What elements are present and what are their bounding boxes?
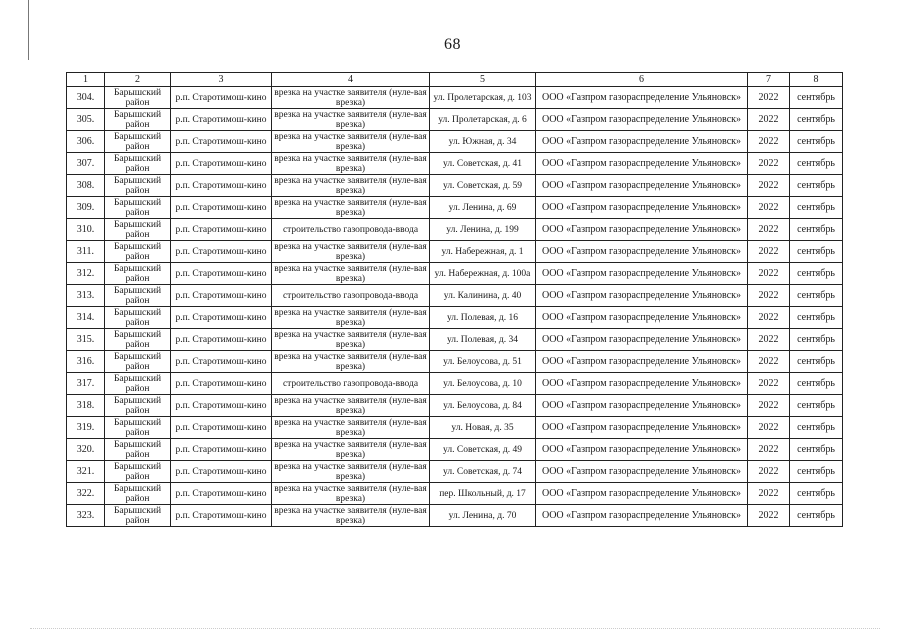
locality-cell: р.п. Старотимош-кино <box>171 329 272 351</box>
month-cell: сентябрь <box>790 329 843 351</box>
year-cell: 2022 <box>748 131 790 153</box>
address-cell: ул. Южная, д. 34 <box>430 131 536 153</box>
table-row <box>67 329 843 351</box>
month-cell: сентябрь <box>790 153 843 175</box>
row-number: 314. <box>67 307 105 329</box>
district-cell: Барышский район <box>105 219 171 241</box>
address-cell: ул. Белоусова, д. 10 <box>430 373 536 395</box>
month-cell: сентябрь <box>790 505 843 527</box>
district-cell: Барышский район <box>105 307 171 329</box>
month-cell: сентябрь <box>790 175 843 197</box>
year-cell: 2022 <box>748 351 790 373</box>
year-cell: 2022 <box>748 285 790 307</box>
table-row <box>67 373 843 395</box>
work-type-cell: врезка на участке заявителя (нуле-вая врезка) <box>272 329 430 351</box>
year-cell: 2022 <box>748 329 790 351</box>
month-cell: сентябрь <box>790 109 843 131</box>
work-type-cell: врезка на участке заявителя (нуле-вая врезка) <box>272 109 430 131</box>
work-type-cell: строительство газопровода-ввода <box>272 373 430 395</box>
month-cell: сентябрь <box>790 241 843 263</box>
organization-cell: ООО «Газпром газораспределение Ульяновск» <box>536 109 748 131</box>
month-cell: сентябрь <box>790 351 843 373</box>
work-type-cell: врезка на участке заявителя (нуле-вая врезка) <box>272 131 430 153</box>
address-cell: ул. Набережная, д. 100а <box>430 263 536 285</box>
district-cell: Барышский район <box>105 329 171 351</box>
row-number: 306. <box>67 131 105 153</box>
district-cell: Барышский район <box>105 109 171 131</box>
table-row <box>67 285 843 307</box>
address-cell: ул. Ленина, д. 70 <box>430 505 536 527</box>
month-cell: сентябрь <box>790 263 843 285</box>
work-type-cell: врезка на участке заявителя (нуле-вая врезка) <box>272 395 430 417</box>
table-row <box>67 395 843 417</box>
year-cell: 2022 <box>748 109 790 131</box>
work-type-cell: врезка на участке заявителя (нуле-вая врезка) <box>272 417 430 439</box>
row-number: 312. <box>67 263 105 285</box>
column-header: 6 <box>536 73 748 87</box>
row-number: 309. <box>67 197 105 219</box>
year-cell: 2022 <box>748 505 790 527</box>
row-number: 319. <box>67 417 105 439</box>
organization-cell: ООО «Газпром газораспределение Ульяновск» <box>536 131 748 153</box>
address-cell: ул. Пролетарская, д. 103 <box>430 87 536 109</box>
district-cell: Барышский район <box>105 241 171 263</box>
locality-cell: р.п. Старотимош-кино <box>171 153 272 175</box>
row-number: 320. <box>67 439 105 461</box>
table-row <box>67 307 843 329</box>
row-number: 310. <box>67 219 105 241</box>
organization-cell: ООО «Газпром газораспределение Ульяновск» <box>536 395 748 417</box>
work-type-cell: врезка на участке заявителя (нуле-вая врезка) <box>272 351 430 373</box>
scan-bottom-artifact <box>30 628 880 630</box>
year-cell: 2022 <box>748 175 790 197</box>
table-row <box>67 109 843 131</box>
organization-cell: ООО «Газпром газораспределение Ульяновск» <box>536 307 748 329</box>
row-number: 316. <box>67 351 105 373</box>
work-type-cell: врезка на участке заявителя (нуле-вая врезка) <box>272 505 430 527</box>
organization-cell: ООО «Газпром газораспределение Ульяновск» <box>536 505 748 527</box>
column-header: 1 <box>67 73 105 87</box>
row-number: 305. <box>67 109 105 131</box>
locality-cell: р.п. Старотимош-кино <box>171 285 272 307</box>
work-type-cell: врезка на участке заявителя (нуле-вая врезка) <box>272 197 430 219</box>
table-row <box>67 351 843 373</box>
address-cell: ул. Ленина, д. 199 <box>430 219 536 241</box>
year-cell: 2022 <box>748 241 790 263</box>
locality-cell: р.п. Старотимош-кино <box>171 417 272 439</box>
column-header: 7 <box>748 73 790 87</box>
district-cell: Барышский район <box>105 175 171 197</box>
address-cell: ул. Советская, д. 49 <box>430 439 536 461</box>
district-cell: Барышский район <box>105 439 171 461</box>
district-cell: Барышский район <box>105 417 171 439</box>
district-cell: Барышский район <box>105 505 171 527</box>
district-cell: Барышский район <box>105 373 171 395</box>
work-type-cell: врезка на участке заявителя (нуле-вая врезка) <box>272 241 430 263</box>
district-cell: Барышский район <box>105 285 171 307</box>
organization-cell: ООО «Газпром газораспределение Ульяновск» <box>536 241 748 263</box>
locality-cell: р.п. Старотимош-кино <box>171 219 272 241</box>
address-cell: ул. Новая, д. 35 <box>430 417 536 439</box>
district-cell: Барышский район <box>105 197 171 219</box>
year-cell: 2022 <box>748 483 790 505</box>
address-cell: ул. Белоусова, д. 84 <box>430 395 536 417</box>
district-cell: Барышский район <box>105 263 171 285</box>
locality-cell: р.п. Старотимош-кино <box>171 351 272 373</box>
table-row <box>67 483 843 505</box>
year-cell: 2022 <box>748 197 790 219</box>
month-cell: сентябрь <box>790 439 843 461</box>
organization-cell: ООО «Газпром газораспределение Ульяновск» <box>536 263 748 285</box>
work-type-cell: врезка на участке заявителя (нуле-вая врезка) <box>272 263 430 285</box>
district-cell: Барышский район <box>105 395 171 417</box>
address-cell: ул. Советская, д. 41 <box>430 153 536 175</box>
table-row <box>67 197 843 219</box>
organization-cell: ООО «Газпром газораспределение Ульяновск» <box>536 417 748 439</box>
month-cell: сентябрь <box>790 219 843 241</box>
year-cell: 2022 <box>748 87 790 109</box>
address-cell: пер. Школьный, д. 17 <box>430 483 536 505</box>
address-cell: ул. Ленина, д. 69 <box>430 197 536 219</box>
month-cell: сентябрь <box>790 131 843 153</box>
organization-cell: ООО «Газпром газораспределение Ульяновск» <box>536 285 748 307</box>
column-header: 5 <box>430 73 536 87</box>
locality-cell: р.п. Старотимош-кино <box>171 109 272 131</box>
row-number: 307. <box>67 153 105 175</box>
row-number: 317. <box>67 373 105 395</box>
locality-cell: р.п. Старотимош-кино <box>171 461 272 483</box>
work-type-cell: врезка на участке заявителя (нуле-вая врезка) <box>272 175 430 197</box>
district-cell: Барышский район <box>105 351 171 373</box>
header-row <box>67 73 843 87</box>
organization-cell: ООО «Газпром газораспределение Ульяновск» <box>536 87 748 109</box>
month-cell: сентябрь <box>790 197 843 219</box>
table-row <box>67 263 843 285</box>
locality-cell: р.п. Старотимош-кино <box>171 439 272 461</box>
year-cell: 2022 <box>748 219 790 241</box>
work-type-cell: врезка на участке заявителя (нуле-вая врезка) <box>272 307 430 329</box>
data-table <box>66 72 843 527</box>
table-row <box>67 175 843 197</box>
address-cell: ул. Белоусова, д. 51 <box>430 351 536 373</box>
work-type-cell: строительство газопровода-ввода <box>272 285 430 307</box>
year-cell: 2022 <box>748 395 790 417</box>
locality-cell: р.п. Старотимош-кино <box>171 307 272 329</box>
work-type-cell: врезка на участке заявителя (нуле-вая врезка) <box>272 461 430 483</box>
year-cell: 2022 <box>748 417 790 439</box>
month-cell: сентябрь <box>790 417 843 439</box>
organization-cell: ООО «Газпром газораспределение Ульяновск» <box>536 153 748 175</box>
address-cell: ул. Набережная, д. 1 <box>430 241 536 263</box>
row-number: 323. <box>67 505 105 527</box>
row-number: 313. <box>67 285 105 307</box>
table-row <box>67 505 843 527</box>
address-cell: ул. Пролетарская, д. 6 <box>430 109 536 131</box>
year-cell: 2022 <box>748 461 790 483</box>
table-row <box>67 131 843 153</box>
organization-cell: ООО «Газпром газораспределение Ульяновск» <box>536 329 748 351</box>
month-cell: сентябрь <box>790 483 843 505</box>
organization-cell: ООО «Газпром газораспределение Ульяновск» <box>536 351 748 373</box>
year-cell: 2022 <box>748 153 790 175</box>
work-type-cell: строительство газопровода-ввода <box>272 219 430 241</box>
row-number: 318. <box>67 395 105 417</box>
row-number: 311. <box>67 241 105 263</box>
month-cell: сентябрь <box>790 373 843 395</box>
table-row <box>67 87 843 109</box>
column-header: 3 <box>171 73 272 87</box>
organization-cell: ООО «Газпром газораспределение Ульяновск» <box>536 461 748 483</box>
organization-cell: ООО «Газпром газораспределение Ульяновск» <box>536 439 748 461</box>
organization-cell: ООО «Газпром газораспределение Ульяновск» <box>536 483 748 505</box>
locality-cell: р.п. Старотимош-кино <box>171 87 272 109</box>
work-type-cell: врезка на участке заявителя (нуле-вая врезка) <box>272 439 430 461</box>
address-cell: ул. Калинина, д. 40 <box>430 285 536 307</box>
locality-cell: р.п. Старотимош-кино <box>171 197 272 219</box>
table-row <box>67 153 843 175</box>
locality-cell: р.п. Старотимош-кино <box>171 395 272 417</box>
page-number: 68 <box>444 36 461 53</box>
table-row <box>67 417 843 439</box>
year-cell: 2022 <box>748 439 790 461</box>
month-cell: сентябрь <box>790 461 843 483</box>
table-row <box>67 219 843 241</box>
table-row <box>67 241 843 263</box>
year-cell: 2022 <box>748 263 790 285</box>
row-number: 308. <box>67 175 105 197</box>
table-row <box>67 461 843 483</box>
address-cell: ул. Полевая, д. 16 <box>430 307 536 329</box>
locality-cell: р.п. Старотимош-кино <box>171 505 272 527</box>
locality-cell: р.п. Старотимош-кино <box>171 373 272 395</box>
district-cell: Барышский район <box>105 461 171 483</box>
organization-cell: ООО «Газпром газораспределение Ульяновск» <box>536 219 748 241</box>
column-header: 8 <box>790 73 843 87</box>
organization-cell: ООО «Газпром газораспределение Ульяновск» <box>536 197 748 219</box>
column-header: 2 <box>105 73 171 87</box>
month-cell: сентябрь <box>790 307 843 329</box>
column-header: 4 <box>272 73 430 87</box>
row-number: 321. <box>67 461 105 483</box>
district-cell: Барышский район <box>105 87 171 109</box>
row-number: 315. <box>67 329 105 351</box>
locality-cell: р.п. Старотимош-кино <box>171 241 272 263</box>
locality-cell: р.п. Старотимош-кино <box>171 483 272 505</box>
address-cell: ул. Советская, д. 59 <box>430 175 536 197</box>
district-cell: Барышский район <box>105 153 171 175</box>
organization-cell: ООО «Газпром газораспределение Ульяновск» <box>536 175 748 197</box>
work-type-cell: врезка на участке заявителя (нуле-вая врезка) <box>272 483 430 505</box>
year-cell: 2022 <box>748 307 790 329</box>
locality-cell: р.п. Старотимош-кино <box>171 131 272 153</box>
month-cell: сентябрь <box>790 87 843 109</box>
work-type-cell: врезка на участке заявителя (нуле-вая врезка) <box>272 153 430 175</box>
address-cell: ул. Полевая, д. 34 <box>430 329 536 351</box>
district-cell: Барышский район <box>105 483 171 505</box>
year-cell: 2022 <box>748 373 790 395</box>
month-cell: сентябрь <box>790 285 843 307</box>
address-cell: ул. Советская, д. 74 <box>430 461 536 483</box>
organization-cell: ООО «Газпром газораспределение Ульяновск» <box>536 373 748 395</box>
locality-cell: р.п. Старотимош-кино <box>171 263 272 285</box>
work-type-cell: врезка на участке заявителя (нуле-вая врезка) <box>272 87 430 109</box>
locality-cell: р.п. Старотимош-кино <box>171 175 272 197</box>
district-cell: Барышский район <box>105 131 171 153</box>
month-cell: сентябрь <box>790 395 843 417</box>
row-number: 304. <box>67 87 105 109</box>
table-row <box>67 439 843 461</box>
row-number: 322. <box>67 483 105 505</box>
